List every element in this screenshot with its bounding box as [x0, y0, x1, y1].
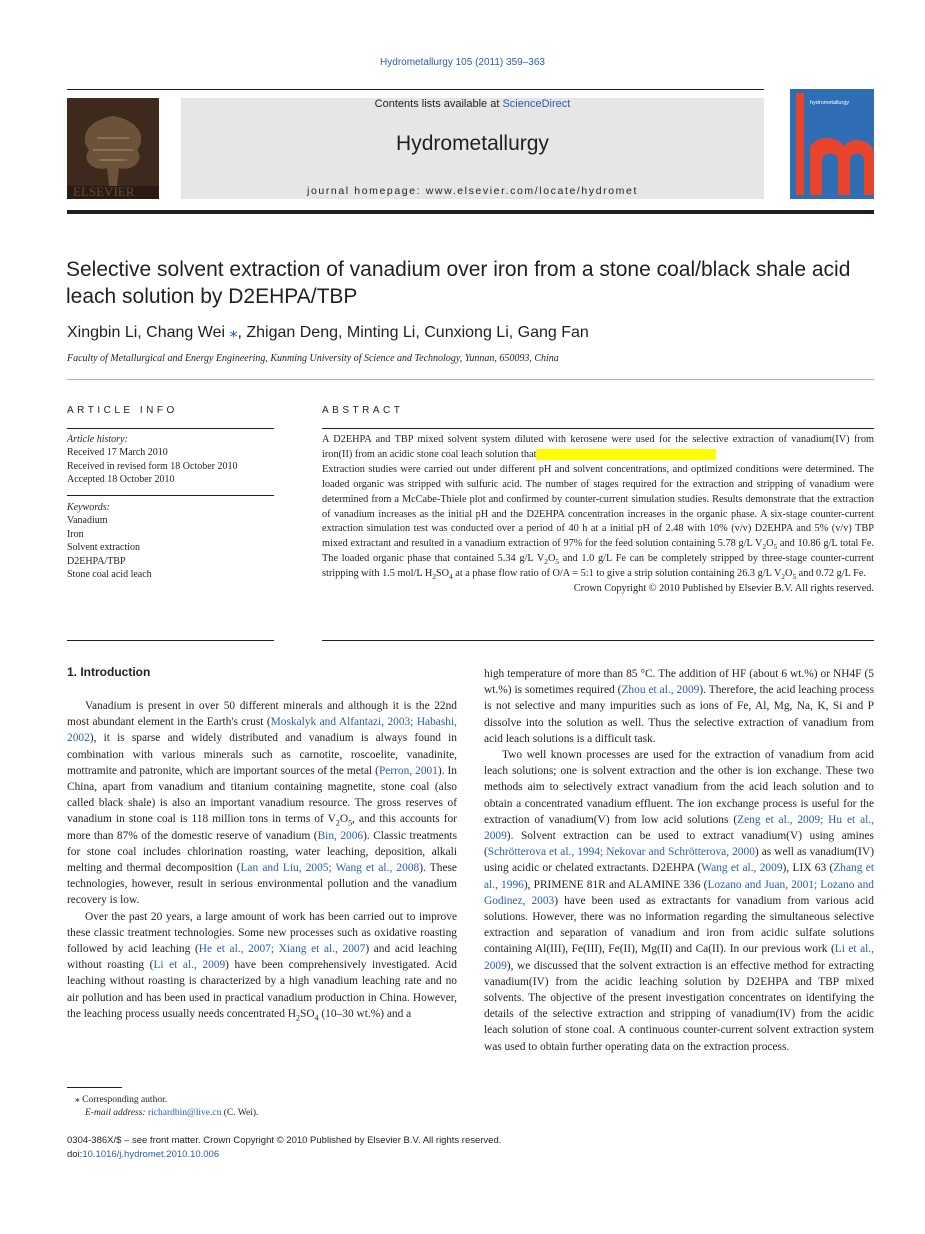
- journal-homepage: [181, 185, 764, 197]
- authors-rest: , Zhigan Deng, Minting Li, Cunxiong Li, Gang Fan: [237, 324, 589, 341]
- journal-reference[interactable]: Hydrometallurgy 105 (2011) 359–363: [380, 57, 545, 68]
- citation-link[interactable]: Zeng et al., 2009; Hu et al., 2009: [484, 813, 874, 843]
- abstract-text: and 1.0 g/L Fe can be completely stripped by three-stage counter-current stripping with 1.5 mol/L H: [322, 553, 874, 580]
- doi-line: [67, 1148, 501, 1162]
- author-list: [67, 322, 589, 342]
- citation-link[interactable]: Zhou et al., 2009: [621, 684, 700, 697]
- abstract-text: O: [766, 538, 774, 550]
- authors-first: Xingbin Li, Chang Wei: [67, 324, 226, 341]
- abstract-bottom-rule: [322, 640, 874, 641]
- intro-paragraph: Two well known processes are used for the extraction of vanadium from acid leach solutions; one is solvent extraction and the other is ion exchange. These two methods aim to selectively extract vanadium from the acid leach solution and to obtain a concentrated vanadium effluent. The ion exchange process is useful for the extraction of vanadium(V) from low acid solutions (Zeng et al., 2009; Hu et al., 2009). Solvent extraction can be used to extract vanadium(V) using amines (Schrötterova et al., 1994; Nekovar and Schrötterova, 2000) as well as vanadium(IV) using acidic or chelated extractants. D2EHPA (Wang et al., 2009), LIX 63 (Zhang et al., 1996), PRIMENE 81R and ALAMINE 336 (Lozano and Juan, 2001; Lozano and Godinez, 2003) have been used as extractants for vanadium from various acid solutions. However, there was no information regarding the simultaneous selective extraction and separation of vanadium and iron from acidic sulfate solutions containing Al(III), Fe(III), Fe(II), Mg(II) and Ca(II). In our previous work (Li et al., 2009), we discussed that the solvent extraction is an effective method for extracting vanadium(IV) from the acidic leaching solution by D2EHPA and TBP mixed solvents. The objective of the present investigation concentrates on identifying the details of the selective extraction and stripping of vanadium(IV) from the acidic leach solution of stone coal. A continuous counter-current solvent extraction system was used to obtain further operating data on the extraction process.: [484, 749, 875, 1053]
- history-revised: Received in revised form 18 October 2010: [67, 460, 238, 472]
- intro-paragraph: high temperature of more than 85 °C. The addition of HF (about 6 wt.%) or NH4F (5 wt.%) is sometimes required (Zhou et al., 2009). Therefore, the acid leaching process is not selective and many impurities such as ions of Fe, Al, Mg, Na, K, Si and P dissolve into the solution as well. Thus the selective extraction of vanadium from acid leach solutions is a difficult task.: [484, 668, 874, 745]
- article-info-rule: [67, 428, 274, 429]
- homepage-url[interactable]: www.elsevier.com/locate/hydromet: [425, 185, 638, 197]
- email-label: E-mail address:: [85, 1108, 148, 1118]
- sciencedirect-link[interactable]: ScienceDirect: [502, 98, 571, 110]
- keywords-rule: [67, 495, 274, 496]
- keyword-item: D2EHPA/TBP: [67, 555, 126, 567]
- citation-link[interactable]: Wang et al., 2009: [701, 862, 783, 875]
- homepage-prefix: journal homepage:: [307, 185, 426, 197]
- contents-prefix: Contents lists available at: [374, 98, 503, 110]
- abstract-para-2: Extraction studies were carried out under different pH and solvent concentrations, and optimized conditions were determined. The loaded organic was stripped with sulfuric acid. The number of stages required for the extraction and stripping of vanadium were determined from a McCabe-Thiele plot and confirmed by counter-current simulation studies. Results demonstrate that the extraction of vanadium increases as the initial pH and the D2EHPA concentration increases in the organic phase. A six-stage counter-current extraction simulation test was conducted over a period of 40 h at a initial pH of 2.48 with 10% (v/v) D2EHPA and 5% (v/v) TBP mixed extractant and resulted in a vanadium extraction of 97% for the feed solution containing 5.78 g/L $V_2O_5$ and 10.86 g/L total Fe. The loaded organic phase that contained 5.34 g/L $V_2O_5$ and 1.0 g/L Fe can be completely stripped by three-stage counter-current stripping with 1.5 mol/L $H_2SO_4$ at a phase flow ratio of O/A = 5:1 to give a strip solution containing 26.3 g/L $V_2O_5$ and 0.72 g/L Fe.: [322, 463, 874, 582]
- intro-paragraph: Over the past 20 years, a large amount of work has been carried out to improve these classic treatment technologies. Some new processes such as oxidative roasting followed by acid leaching (He et al., 2007; Xiang et al., 2007) and acid leaching without roasting (Li et al., 2009) have been comprehensively investigated. Acid leaching without roasting is characterized by a high vanadium leaching rate and no air pollution and has been used in practical vanadium production in China. However, the leaching process usually needs concentrated $H_2SO_4$ (10–30 wt.%) and a: [67, 910, 457, 1023]
- bottom-matter: [67, 1134, 501, 1162]
- citation-link[interactable]: Moskalyk and Alfantazi, 2003; Habashi, 2002: [67, 716, 457, 745]
- history-label: Article history:: [67, 434, 128, 445]
- footnote: [75, 1094, 258, 1120]
- doi-link[interactable]: 10.1016/j.hydromet.2010.10.006: [82, 1149, 220, 1160]
- abstract-para-1: [322, 433, 874, 463]
- footnote-email-line: [75, 1107, 258, 1120]
- title-divider: [67, 379, 874, 380]
- abstract-text: A D2EHPA and TBP mixed solvent system diluted with kerosene were used for the selective extraction of vanadium(IV) from iron(II) from an acidic stone coal leach solution that: [322, 434, 874, 460]
- header-top-rule: [67, 89, 764, 90]
- keyword-item: Solvent extraction: [67, 542, 141, 554]
- abstract-text: at a phase flow ratio of O/A = 5:1 to give a strip solution containing 26.3 g/L V: [452, 568, 782, 580]
- abstract-text: SO: [435, 568, 450, 580]
- journal-title: Hydrometallurgy: [396, 132, 549, 155]
- citation-link[interactable]: He et al., 2007; Xiang et al., 2007: [198, 943, 366, 956]
- citation-link[interactable]: Perron, 2001: [378, 764, 438, 777]
- citation-link[interactable]: Bin, 2006: [317, 829, 364, 842]
- article-info-heading: ARTICLE INFO: [67, 405, 178, 416]
- doi-label: doi:: [67, 1149, 83, 1160]
- abstract-text: and 0.72 g/L Fe.: [796, 568, 867, 580]
- citation-link[interactable]: Zhang et al., 1996: [484, 862, 874, 891]
- elsevier-wordmark: ELSEVIER: [73, 184, 135, 199]
- corresponding-author-star[interactable]: ⁎: [229, 324, 238, 341]
- abstract-rule: [322, 428, 874, 429]
- issn-line: 0304-386X/$ – see front matter. Crown Copyright © 2010 Published by Elsevier B.V. All rights reserved.: [67, 1135, 502, 1146]
- abstract-text: and 10.86 g/L total Fe. The loaded organic phase that contained 5.34 g/L V: [322, 538, 874, 565]
- journal-cover: [790, 89, 874, 199]
- keywords-label: Keywords:: [67, 502, 110, 513]
- abstract-heading: ABSTRACT: [322, 405, 404, 416]
- email-suffix: (C. Wei).: [221, 1108, 259, 1118]
- abstract-body: [322, 433, 874, 597]
- article-history: [67, 433, 238, 487]
- elsevier-logo: [67, 98, 159, 199]
- info-bottom-rule: [67, 640, 274, 641]
- keyword-item: Iron: [67, 528, 84, 540]
- citation-link[interactable]: Li et al., 2009: [153, 959, 226, 972]
- intro-right-column: [484, 666, 874, 1055]
- history-accepted: Accepted 18 October 2010: [67, 474, 175, 486]
- citation-link[interactable]: Schrötterova et al., 1994; Nekovar and Schrötterova, 2000: [487, 846, 755, 859]
- intro-heading: 1. Introduction: [67, 665, 151, 679]
- header-thick-rule: [67, 210, 874, 214]
- footnote-corresponding: ⁎ Corresponding author.: [75, 1095, 168, 1105]
- affiliation: Faculty of Metallurgical and Energy Engineering, Kunming University of Science and Technology, Yunnan, 650093, China: [67, 353, 559, 364]
- abstract-text: Extraction studies were carried out under different pH and solvent concentrations, and optimized conditions were determined. The loaded organic was stripped with sulfuric acid. The number of stages required for the extraction and stripping of vanadium were determined from a McCabe-Thiele plot and confirmed by counter-current simulation studies. Results demonstrate that the extraction of vanadium increases as the initial pH and the D2EHPA concentration increases in the organic phase. A six-stage counter-current extraction simulation test was conducted over a period of 40 h at a initial pH of 2.48 with 10% (v/v) D2EHPA and 5% (v/v) TBP mixed extractant and resulted in a vanadium extraction of 97% for the feed solution containing 5.78 g/L V: [322, 463, 874, 550]
- email-link[interactable]: richardbin@live.cn: [147, 1108, 222, 1118]
- abstract-copyright: Crown Copyright © 2010 Published by Elsevier B.V. All rights reserved.: [573, 583, 874, 595]
- keyword-item: Vanadium: [67, 515, 108, 527]
- intro-paragraph: Vanadium is present in over 50 different minerals and although it is the 22nd most abundant element in the Earth's crust (Moskalyk and Alfantazi, 2003; Habashi, 2002), it is sparse and widely distributed and vanadium is always found in combination with various minerals such as carnotite, roscoelite, vanadinite, mottramite and patronite, which are important sources of the metal (Perron, 2001). In China, apart from vanadium and titanium containing magnetite, stone coal (also called black shale) is also an important vanadium resource. The gross reserves of vanadium in stone coal is 118 million tons in terms of $V_2O_5$, and this accounts for more than 87% of the domestic reserve of vanadium (Bin, 2006). Classic treatments for stone coal includes chlorination roasting, water leaching, deposition, alkali melting and thermal decomposition (Lan and Liu, 2005; Wang et al., 2008). These technologies, however, result in serious environmental pollution and the vanadium recovery is low.: [67, 700, 458, 907]
- keyword-item: Stone coal acid leach: [67, 569, 152, 581]
- text-highlight: [536, 449, 716, 460]
- citation-link[interactable]: Lan and Liu, 2005; Wang et al., 2008: [240, 862, 420, 875]
- keywords: [67, 501, 152, 581]
- citation-link[interactable]: Li et al., 2009: [484, 943, 874, 972]
- intro-left-column: [67, 698, 457, 1022]
- history-received: Received 17 March 2010: [67, 447, 168, 459]
- citation-link[interactable]: Lozano and Juan, 2001; Lozano and Godinez, 2003: [484, 878, 875, 907]
- cover-label: hydrometallurgy: [810, 100, 850, 106]
- contents-line: [181, 98, 764, 110]
- footnote-rule: [67, 1087, 122, 1088]
- article-title: Selective solvent extraction of vanadium over iron from a stone coal/black shale acid leach solution by D2EHPA/TBP: [66, 258, 851, 308]
- journal-header: [181, 98, 764, 199]
